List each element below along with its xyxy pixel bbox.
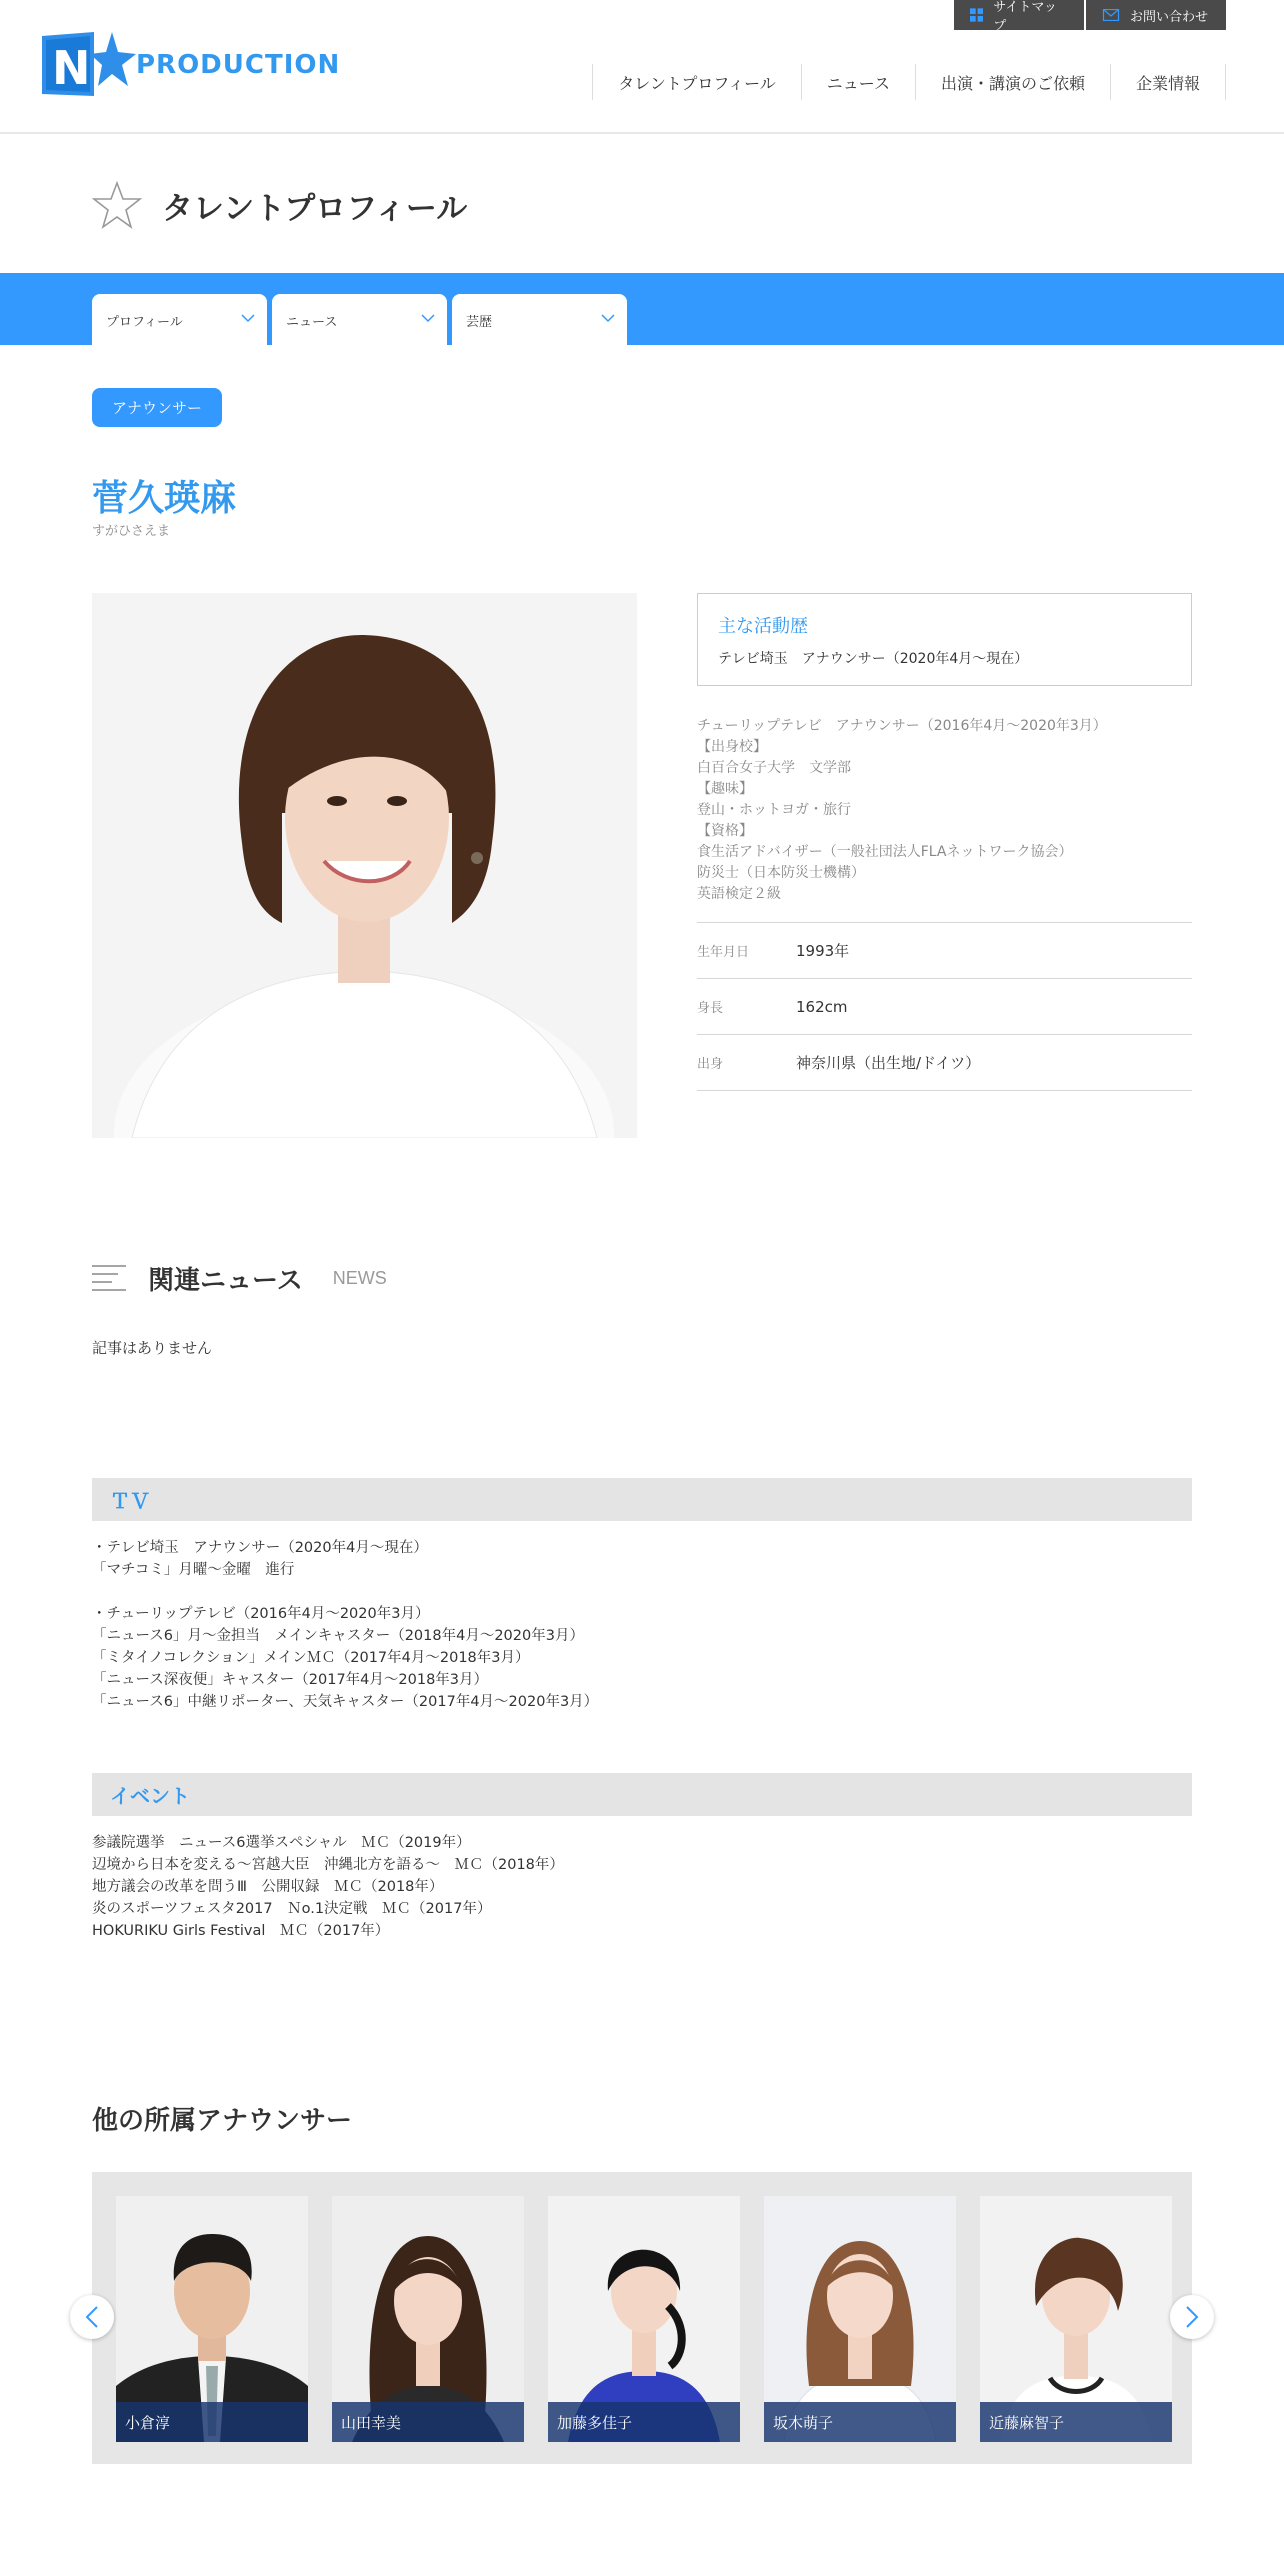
news-empty-message: 記事はありません: [92, 1339, 213, 1357]
tv-line: 「ニュース6」中継リポーター、天気キャスター（2017年4月～2020年3月）: [92, 1694, 599, 1710]
page-title-area: [92, 180, 467, 230]
dropdown-label: ニュース: [286, 315, 338, 330]
info-row-birth: [697, 923, 1192, 979]
nav-talent-profile[interactable]: タレントプロフィール: [592, 64, 801, 100]
news-title: 関連ニュース: [148, 1265, 303, 1296]
announcer-name: 加藤多佳子: [548, 2402, 740, 2442]
career-line: 【資格】: [697, 823, 753, 839]
info-value: 162cm: [796, 997, 848, 1016]
activity-title: 主な活動歴: [718, 616, 808, 637]
global-nav: [592, 64, 1226, 100]
tv-section-body: [92, 1537, 1192, 1713]
talent-kana: すがひさえま: [92, 524, 171, 539]
nav-booking[interactable]: 出演・講演のご依頼: [915, 64, 1110, 100]
list-lines-icon: [92, 1264, 126, 1292]
info-row-height: [697, 979, 1192, 1035]
svg-text:N: N: [52, 41, 91, 95]
tv-section-header: ＴＶ: [92, 1478, 1192, 1521]
nav-company[interactable]: 企業情報: [1110, 64, 1226, 100]
page-title: タレントプロフィール: [162, 190, 468, 227]
sitemap-button[interactable]: [954, 0, 1084, 34]
event-section-body: [92, 1832, 1192, 1942]
carousel-next-button[interactable]: [1170, 2295, 1214, 2339]
tv-line: 「マチコミ」月曜～金曜 進行: [92, 1562, 295, 1578]
dropdown-label: プロフィール: [106, 315, 183, 330]
event-line: 炎のスポーツフェスタ2017 Ｎo.1決定戦 ＭＣ（2017年）: [92, 1901, 492, 1917]
career-details: [697, 716, 1192, 905]
event-line: 参議院選挙 ニュース6選挙スペシャル ＭＣ（2019年）: [92, 1835, 471, 1851]
event-line: 辺境から日本を変える～宮越大臣 沖縄北方を語る～ ＭＣ（2018年）: [92, 1857, 564, 1873]
star-outline-icon: [92, 181, 142, 229]
chevron-left-icon: [85, 2306, 99, 2328]
announcer-card[interactable]: [980, 2196, 1172, 2442]
activity-box: [697, 593, 1192, 686]
event-line: 地方議会の改革を問うⅢ 公開収録 ＭＣ（2018年）: [92, 1879, 444, 1895]
site-header: [0, 0, 1284, 134]
chevron-right-icon: [1185, 2306, 1199, 2328]
news-subtitle: NEWS: [332, 1267, 387, 1288]
tv-line: [92, 1581, 1192, 1603]
info-value: 神奈川県（出生地/ドイツ）: [796, 1054, 981, 1072]
dropdown-news[interactable]: [272, 294, 447, 345]
tv-line: ・テレビ埼玉 アナウンサー（2020年4月～現在）: [92, 1540, 428, 1556]
career-line: 防災士（日本防災士機構）: [697, 865, 865, 881]
career-line: チューリップテレビ アナウンサー（2016年4月～2020年3月）: [697, 718, 1107, 734]
carousel-prev-button[interactable]: [70, 2295, 114, 2339]
announcer-card[interactable]: [764, 2196, 956, 2442]
chevron-down-icon: [241, 313, 255, 323]
tv-line: ・チューリップテレビ（2016年4月～2020年3月）: [92, 1606, 430, 1622]
nav-news[interactable]: ニュース: [801, 64, 915, 100]
news-heading: [92, 1258, 387, 1298]
dropdown-profile[interactable]: [92, 294, 267, 345]
info-value: 1993年: [796, 942, 850, 960]
event-line: HOKURIKU Girls Festival ＭＣ（2017年）: [92, 1923, 390, 1939]
utility-bar: [954, 0, 1226, 34]
announcer-card[interactable]: [332, 2196, 524, 2442]
info-label: 出身: [697, 1057, 724, 1072]
info-label: 生年月日: [697, 945, 750, 960]
contact-label: お問い合わせ: [1130, 9, 1209, 25]
tv-line: 「ニュース6」月～金担当 メインキャスター（2018年4月～2020年3月）: [92, 1628, 584, 1644]
announcer-name: 近藤麻智子: [980, 2402, 1172, 2442]
career-line: 登山・ホットヨガ・旅行: [697, 802, 851, 818]
logo-mark-icon: [40, 30, 136, 100]
other-announcers-title: 他の所属アナウンサー: [92, 2106, 353, 2136]
dropdown-label: 芸歴: [466, 315, 493, 330]
tv-line: 「ミタイノコレクション」メインＭＣ（2017年4月～2018年3月）: [92, 1650, 530, 1666]
announcer-card[interactable]: [548, 2196, 740, 2442]
tv-line: 「ニュース深夜便」キャスター（2017年4月～2018年3月）: [92, 1672, 489, 1688]
sitemap-label: サイトマップ: [993, 0, 1057, 34]
talent-name: 菅久瑛麻: [92, 478, 237, 519]
talent-photo: [92, 593, 637, 1138]
dropdown-career[interactable]: [452, 294, 627, 345]
career-line: 【趣味】: [697, 781, 753, 797]
contact-button[interactable]: [1086, 0, 1226, 30]
profile-info-table: [697, 922, 1192, 1091]
career-line: 食生活アドバイザー（一般社団法人FLAネットワーク協会）: [697, 844, 1073, 860]
info-label: 身長: [697, 1001, 724, 1016]
grid-icon: [970, 8, 983, 22]
mail-icon: [1102, 9, 1120, 21]
announcer-name: 小倉淳: [116, 2402, 308, 2442]
career-line: 【出身校】: [697, 739, 767, 755]
chevron-down-icon: [421, 313, 435, 323]
event-section-header: イベント: [92, 1773, 1192, 1816]
chevron-down-icon: [601, 313, 615, 323]
activity-text: テレビ埼玉 アナウンサー（2020年4月～現在）: [718, 651, 1029, 667]
site-logo[interactable]: [40, 30, 341, 100]
announcer-card[interactable]: [116, 2196, 308, 2442]
announcer-carousel: [92, 2172, 1192, 2464]
career-line: 白百合女子大学 文学部: [697, 760, 851, 776]
category-badge[interactable]: アナウンサー: [92, 388, 222, 427]
announcer-name: 坂木萌子: [764, 2402, 956, 2442]
info-row-origin: [697, 1035, 1192, 1091]
logo-text: PRODUCTION: [136, 50, 341, 80]
career-line: 英語検定２級: [697, 886, 781, 902]
announcer-name: 山田幸美: [332, 2402, 524, 2442]
